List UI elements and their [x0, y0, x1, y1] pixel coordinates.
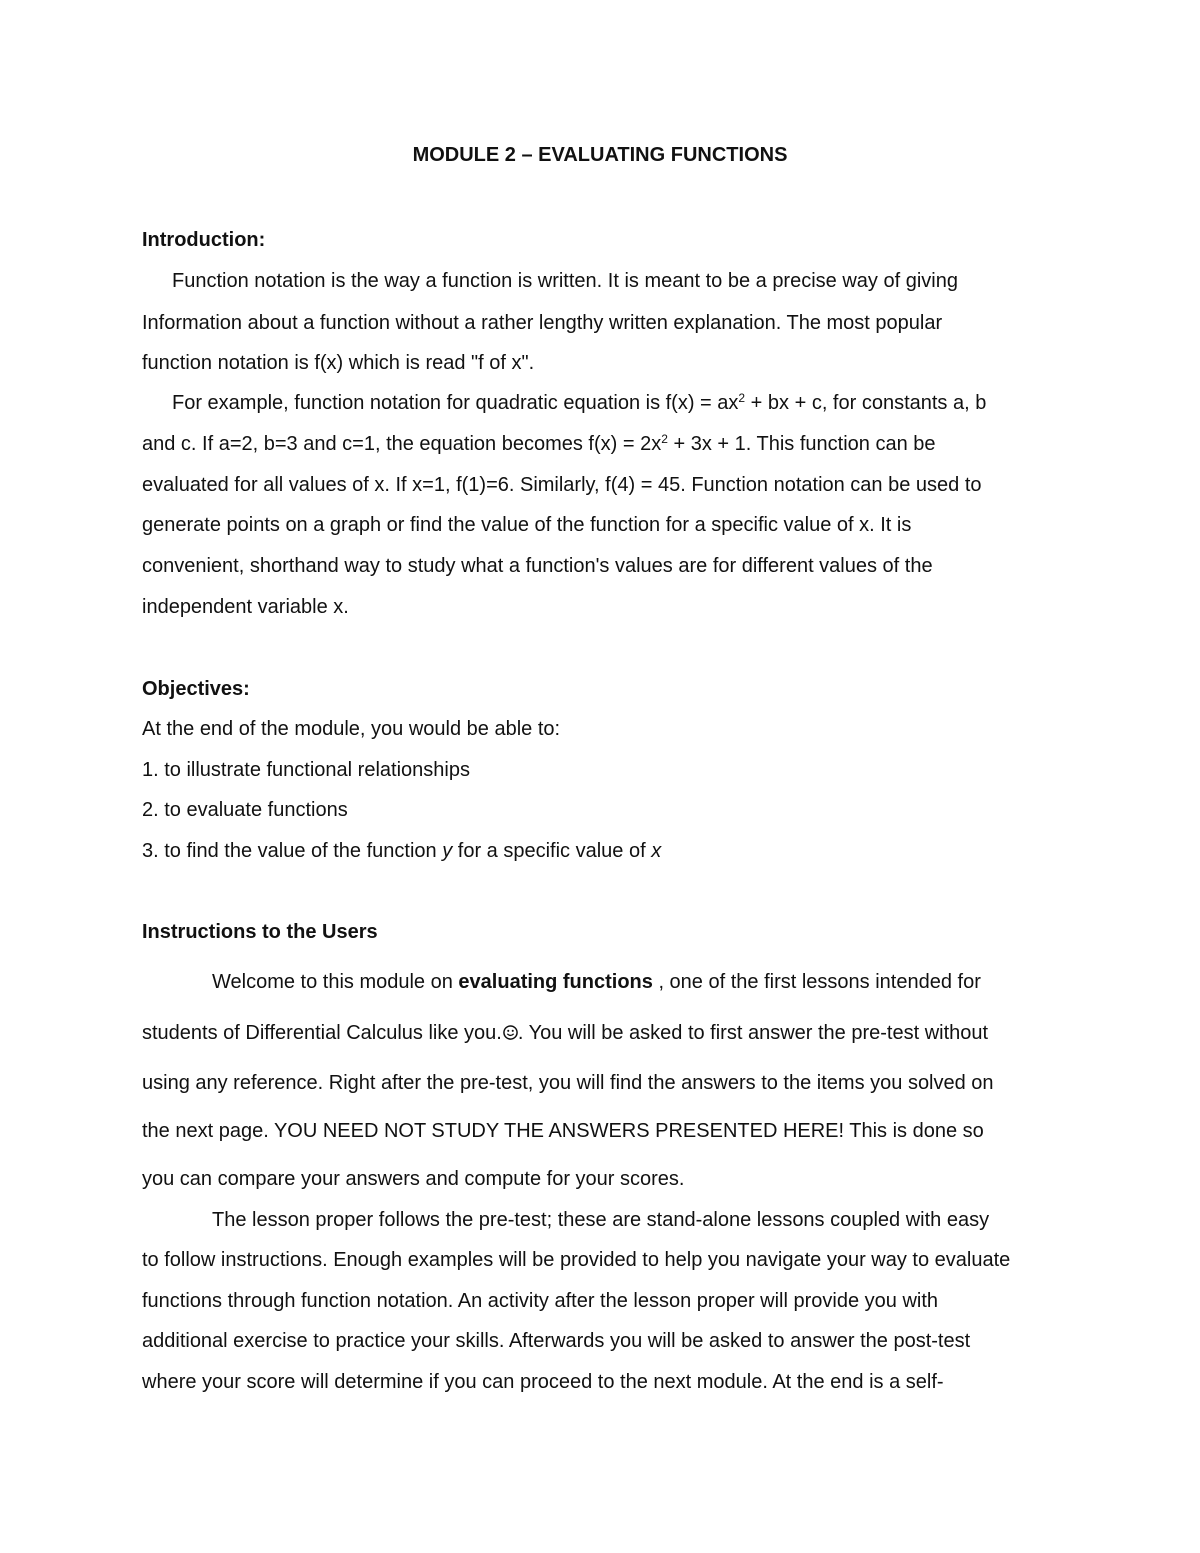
instr-p1-line3: using any reference. Right after the pre-test, you will find the answers to the items you solved on	[142, 1072, 994, 1094]
instr-p2-line5: where your score will determine if you can proceed to the next module. At the end is a self-	[142, 1371, 944, 1393]
intro-p2-line3: evaluated for all values of x. If x=1, f(1)=6. Similarly, f(4) = 45. Function notation can be used to	[142, 474, 982, 496]
intro-p2-line6: independent variable x.	[142, 596, 349, 618]
intro-p2-line5: convenient, shorthand way to study what a function's values are for different values of the	[142, 555, 933, 577]
intro-p2-line4: generate points on a graph or find the value of the function for a specific value of x. It is	[142, 514, 912, 536]
instr-p1-line1-rest: , one of the first lessons intended for	[652, 971, 981, 993]
objective-item-3-rest: for a specific value of	[452, 840, 652, 862]
instr-p1-line4: the next page. YOU NEED NOT STUDY THE ANSWERS PRESENTED HERE! This is done so	[142, 1120, 984, 1142]
intro-p2-line1-text: For example, function notation for quadratic equation is f(x) = ax	[172, 392, 739, 414]
instr-p2-line1: The lesson proper follows the pre-test; these are stand-alone lessons coupled with easy	[212, 1209, 990, 1231]
page-title: MODULE 2 – EVALUATING FUNCTIONS	[412, 144, 788, 166]
instr-p1-line2-text: students of Differential Calculus like you.	[142, 1022, 502, 1044]
intro-p2-line1-rest: + bx + c, for constants a, b	[745, 392, 987, 414]
variable-y: y	[442, 840, 453, 862]
intro-p2-line2-rest: + 3x + 1. This function can be	[667, 433, 936, 455]
smiley-face-icon	[503, 1025, 518, 1040]
objective-item-3-text: 3. to find the value of the function	[142, 840, 443, 862]
superscript-2: 2	[661, 432, 668, 446]
intro-p2-line1	[172, 393, 986, 413]
intro-p2-line2	[142, 434, 936, 454]
objective-item-2: 2. to evaluate functions	[142, 799, 348, 821]
variable-x: x	[651, 840, 662, 862]
objectives-intro: At the end of the module, you would be able to:	[142, 718, 561, 740]
instr-p2-line4: additional exercise to practice your skills. Afterwards you will be asked to answer the post-test	[142, 1330, 971, 1352]
superscript-2: 2	[738, 391, 746, 405]
instructions-heading: Instructions to the Users	[142, 921, 378, 943]
intro-p2-line2-text: and c. If a=2, b=3 and c=1, the equation becomes f(x) = 2x	[142, 433, 662, 455]
instr-p1-line1-text: Welcome to this module on	[212, 971, 459, 993]
instr-p1-line2	[142, 1023, 988, 1043]
intro-p1-line2: Information about a function without a rather lengthy written explanation. The most popular	[142, 312, 943, 334]
introduction-heading: Introduction:	[142, 229, 266, 251]
bold-phrase: evaluating functions	[458, 971, 653, 993]
objective-item-3	[142, 841, 661, 861]
instr-p1-line2-rest: . You will be asked to first answer the pre-test without	[517, 1022, 989, 1044]
instr-p1-line5: you can compare your answers and compute for your scores.	[142, 1168, 685, 1190]
intro-p1-line1: Function notation is the way a function is written. It is meant to be a precise way of giving	[172, 270, 958, 292]
instr-p2-line3: functions through function notation. An activity after the lesson proper will provide you with	[142, 1290, 939, 1312]
objective-item-1: 1. to illustrate functional relationships	[142, 759, 470, 781]
instr-p1-line1	[212, 972, 981, 992]
instr-p2-line2: to follow instructions. Enough examples will be provided to help you navigate your way to evaluate	[142, 1249, 1011, 1271]
objectives-heading: Objectives:	[142, 678, 250, 700]
intro-p1-line3: function notation is f(x) which is read "f of x".	[142, 352, 535, 374]
